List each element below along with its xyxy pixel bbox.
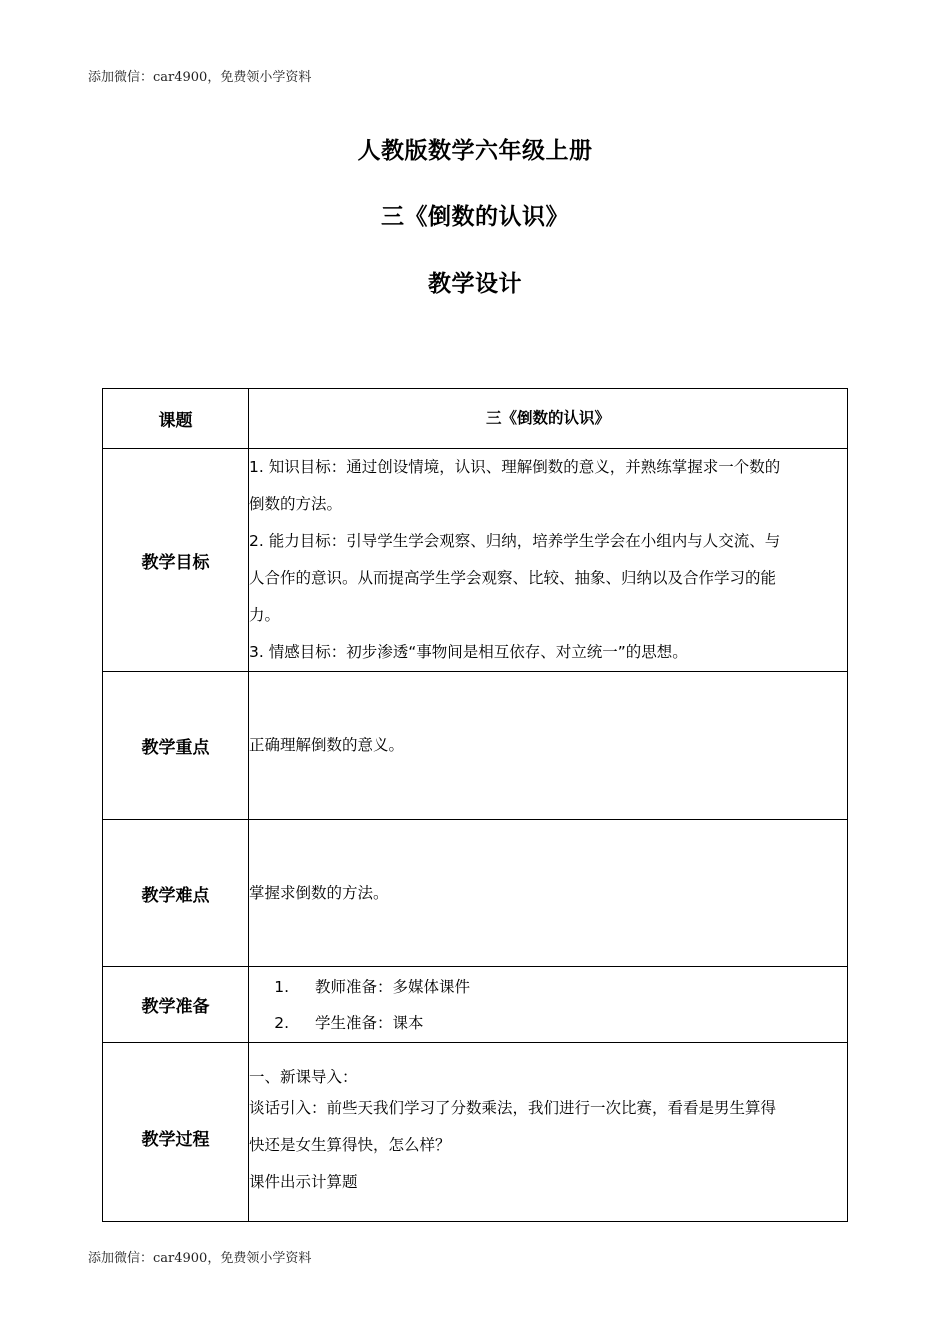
goals-line: 倒数的方法。 bbox=[249, 495, 343, 513]
lesson-plan-table bbox=[102, 388, 848, 1222]
goals-line: 力。 bbox=[249, 606, 281, 624]
list-item-number: 1. bbox=[274, 977, 289, 996]
preparation-content bbox=[249, 967, 848, 1043]
process-line: 谈话引入：前些天我们学习了分数乘法，我们进行一次比赛，看看是男生算得 bbox=[249, 1098, 777, 1117]
table-row-process bbox=[103, 1043, 848, 1222]
topic-label: 课题 bbox=[103, 389, 249, 449]
process-label bbox=[103, 1043, 249, 1222]
document-title: 人教版数学六年级上册 bbox=[357, 138, 593, 164]
table-row-preparation bbox=[103, 967, 848, 1043]
difficulties-value: 掌握求倒数的方法。 bbox=[249, 820, 848, 967]
process-line: 一、新课导入： bbox=[249, 1067, 358, 1086]
key-points-label: 教学重点 bbox=[103, 672, 249, 820]
process-content bbox=[249, 1043, 848, 1222]
list-item bbox=[249, 969, 847, 1005]
process-label-text: 教学过程 bbox=[141, 1129, 210, 1150]
preparation-label: 教学准备 bbox=[103, 967, 249, 1043]
list-item bbox=[249, 1005, 847, 1041]
table-row-key-points bbox=[103, 672, 848, 820]
goals-content bbox=[249, 449, 848, 672]
goals-line: 2. 能力目标：引导学生学会观察、归纳，培养学生学会在小组内与人交流、与 bbox=[249, 532, 781, 550]
topic-value: 三《倒数的认识》 bbox=[249, 389, 848, 449]
key-points-value: 正确理解倒数的意义。 bbox=[249, 672, 848, 820]
difficulties-label: 教学难点 bbox=[103, 820, 249, 967]
document-subtitle: 教学设计 bbox=[428, 271, 522, 297]
goals-line: 人合作的意识。从而提高学生学会观察、比较、抽象、归纳以及合作学习的能 bbox=[249, 569, 777, 587]
watermark-top: 添加微信：car4900，免费领小学资料 bbox=[88, 70, 312, 85]
goals-label: 教学目标 bbox=[103, 449, 249, 672]
process-line: 快还是女生算得快，怎么样？ bbox=[249, 1135, 451, 1154]
table-row-topic bbox=[103, 389, 848, 449]
process-line: 课件出示计算题 bbox=[249, 1172, 358, 1191]
list-item-text: 教师准备：多媒体课件 bbox=[315, 977, 471, 996]
table-row-goals bbox=[103, 449, 848, 672]
goals-line: 1. 知识目标：通过创设情境，认识、理解倒数的意义，并熟练掌握求一个数的 bbox=[249, 458, 781, 476]
list-item-number: 2. bbox=[274, 1013, 289, 1032]
table-row-difficulties bbox=[103, 820, 848, 967]
goals-line: 3. 情感目标：初步渗透“事物间是相互依存、对立统一”的思想。 bbox=[249, 643, 688, 661]
watermark-bottom: 添加微信：car4900，免费领小学资料 bbox=[88, 1251, 312, 1266]
list-item-text: 学生准备：课本 bbox=[315, 1013, 424, 1032]
lesson-title: 三《倒数的认识》 bbox=[381, 204, 569, 230]
